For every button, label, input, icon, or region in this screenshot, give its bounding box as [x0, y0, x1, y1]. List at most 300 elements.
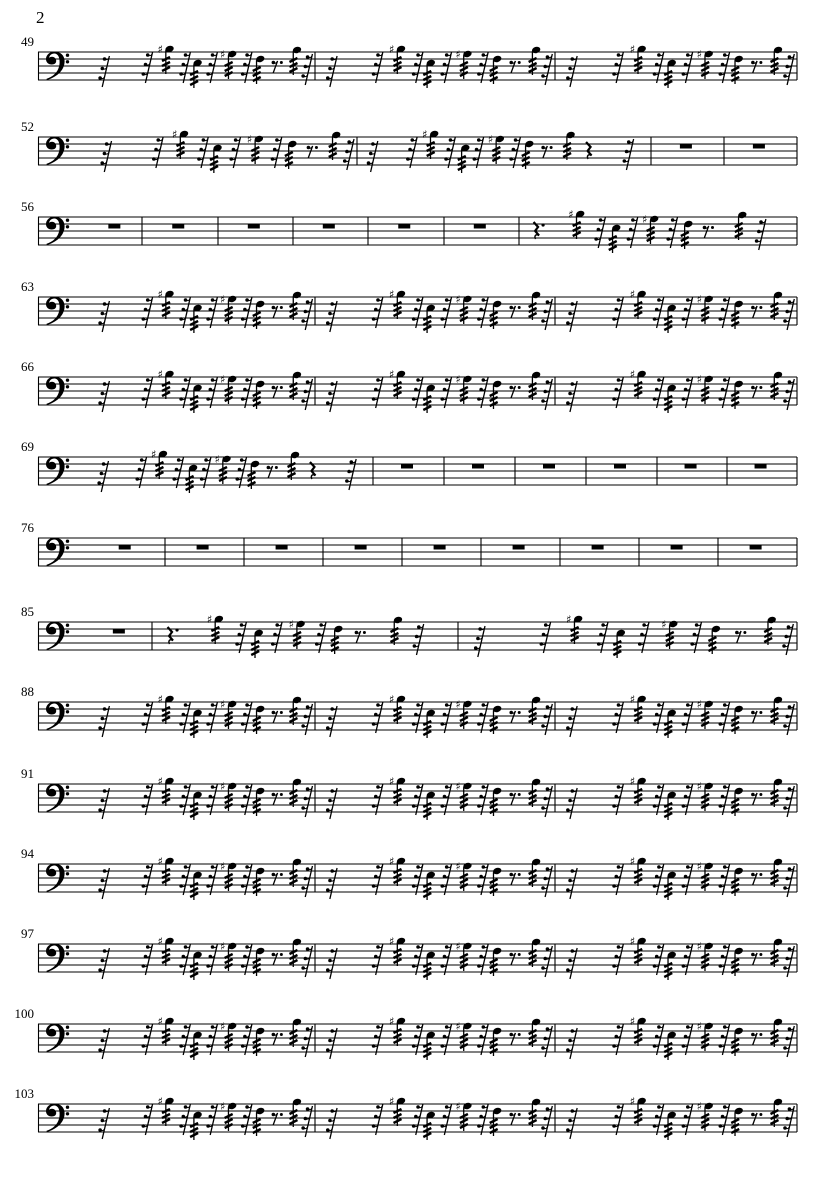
sharp-accidental: ♯: [214, 452, 220, 466]
rest-8th-dotted-icon: [272, 61, 283, 73]
rest-32nd-icon: [200, 457, 211, 488]
rest-32nd-icon: [612, 864, 623, 895]
measure-number: 76: [21, 520, 34, 535]
sharp-accidental: ♯: [661, 617, 667, 631]
staff-system: [0, 1088, 835, 1152]
sharp-accidental: ♯: [389, 367, 395, 381]
rest-32nd-icon: [612, 377, 623, 408]
rest-whole-icon: [513, 546, 525, 550]
note-glyph: [697, 48, 714, 79]
sharp-accidental: ♯: [389, 42, 395, 56]
note-glyph: [630, 43, 647, 74]
rest-32nd-icon: [172, 457, 183, 488]
rest-32nd-icon: [594, 217, 605, 248]
note-glyph: [697, 1100, 714, 1131]
note-glyph: [563, 131, 576, 160]
rest-32nd-icon: [612, 784, 623, 815]
rest-whole-icon: [750, 546, 762, 550]
sharp-accidental: ♯: [389, 1094, 395, 1108]
rest-whole-icon: [323, 225, 335, 229]
note-glyph: [529, 46, 542, 75]
rest-32nd-icon: [566, 1108, 577, 1139]
rest-32nd-icon: [98, 1028, 109, 1059]
rest-32nd-icon: [440, 1024, 451, 1055]
note-glyph: [630, 288, 647, 319]
measure-number: 88: [21, 684, 34, 699]
rest-32nd-icon: [412, 702, 423, 733]
rest-32nd-icon: [142, 864, 153, 895]
sharp-accidental: ♯: [220, 779, 226, 793]
rest-32nd-icon: [690, 622, 701, 653]
note-glyph: [172, 128, 189, 159]
rest-8th-dotted-icon: [751, 953, 762, 965]
rest-whole-icon: [755, 465, 767, 469]
rest-32nd-icon: [653, 1024, 664, 1055]
rest-32nd-icon: [326, 788, 337, 819]
rest-32nd-icon: [440, 944, 451, 975]
sharp-accidental: ♯: [220, 697, 226, 711]
sharp-accidental: ♯: [220, 859, 226, 873]
rest-32nd-icon: [142, 1024, 153, 1055]
rest-32nd-icon: [719, 1024, 730, 1055]
rest-8th-dotted-icon: [509, 306, 520, 318]
rest-32nd-icon: [241, 1024, 252, 1055]
note-glyph: [389, 1015, 406, 1046]
rest-32nd-icon: [98, 56, 109, 87]
rest-quarter-dotted-icon: [168, 627, 179, 644]
sharp-accidental: ♯: [157, 287, 163, 301]
rest-8th-dotted-icon: [751, 306, 762, 318]
rest-whole-icon: [543, 465, 555, 469]
rest-32nd-icon: [271, 622, 282, 653]
note-glyph: [389, 693, 406, 724]
rest-whole-icon: [592, 546, 604, 550]
rest-32nd-icon: [241, 377, 252, 408]
rest-32nd-icon: [627, 217, 638, 248]
note-glyph: [389, 775, 406, 806]
rest-32nd-icon: [179, 784, 190, 815]
note-glyph: [289, 618, 306, 649]
note-glyph: [529, 371, 542, 400]
measure-number: 97: [21, 926, 34, 941]
rest-32nd-icon: [152, 137, 163, 168]
rest-32nd-icon: [682, 1024, 693, 1055]
rest-32nd-icon: [477, 377, 488, 408]
rest-quarter-icon: [310, 462, 316, 479]
rest-32nd-icon: [241, 702, 252, 733]
note-glyph: [422, 128, 439, 159]
sharp-accidental: ♯: [696, 779, 703, 793]
rest-32nd-icon: [653, 1104, 664, 1135]
note-glyph: [389, 855, 406, 886]
note-glyph: [770, 778, 783, 807]
rest-32nd-icon: [412, 377, 423, 408]
rest-32nd-icon: [372, 702, 383, 733]
note-glyph: [389, 368, 406, 399]
rest-whole-icon: [671, 546, 683, 550]
sharp-accidental: ♯: [422, 127, 428, 141]
rest-8th-dotted-icon: [541, 146, 552, 158]
rest-32nd-icon: [566, 56, 577, 87]
note-glyph: [158, 288, 175, 319]
note-glyph: [220, 1020, 237, 1051]
rest-8th-dotted-icon: [751, 61, 762, 73]
rest-32nd-icon: [142, 944, 153, 975]
rest-whole-icon: [172, 225, 184, 229]
rest-32nd-icon: [682, 52, 693, 83]
note-glyph: [220, 1100, 237, 1131]
rest-32nd-icon: [326, 1108, 337, 1139]
sharp-accidental: ♯: [566, 612, 572, 626]
sharp-accidental: ♯: [455, 1099, 461, 1113]
rest-8th-dotted-icon: [509, 1033, 520, 1045]
sharp-accidental: ♯: [629, 692, 636, 706]
sharp-accidental: ♯: [157, 42, 163, 56]
sharp-accidental: ♯: [455, 1019, 461, 1033]
rest-32nd-icon: [682, 944, 693, 975]
sharp-accidental: ♯: [629, 42, 636, 56]
note-glyph: [158, 1015, 175, 1046]
rest-whole-icon: [108, 225, 120, 229]
rest-32nd-icon: [653, 297, 664, 328]
rest-32nd-icon: [372, 784, 383, 815]
rest-32nd-icon: [206, 297, 217, 328]
note-glyph: [455, 48, 472, 79]
note-glyph: [529, 778, 542, 807]
rest-32nd-icon: [142, 52, 153, 83]
rest-32nd-icon: [235, 457, 246, 488]
sharp-accidental: ♯: [696, 859, 703, 873]
note-glyph: [770, 46, 783, 75]
rest-32nd-icon: [372, 377, 383, 408]
rest-32nd-icon: [566, 1028, 577, 1059]
note-glyph: [289, 1018, 302, 1047]
rest-32nd-icon: [412, 944, 423, 975]
note-glyph: [220, 373, 237, 404]
sharp-accidental: ♯: [696, 697, 703, 711]
rest-8th-dotted-icon: [307, 146, 318, 158]
staff-system: [0, 36, 835, 100]
rest-32nd-icon: [206, 377, 217, 408]
note-glyph: [764, 616, 777, 645]
rest-32nd-icon: [98, 1108, 109, 1139]
rest-32nd-icon: [682, 377, 693, 408]
measure-number: 56: [21, 199, 34, 214]
sharp-accidental: ♯: [157, 1014, 163, 1028]
rest-32nd-icon: [540, 622, 551, 653]
rest-32nd-icon: [597, 622, 608, 653]
measure-number: 91: [21, 766, 34, 781]
sharp-accidental: ♯: [220, 1019, 226, 1033]
note-glyph: [389, 43, 406, 74]
rest-32nd-icon: [719, 944, 730, 975]
rest-32nd-icon: [98, 706, 109, 737]
rest-32nd-icon: [206, 52, 217, 83]
rest-quarter-dotted-icon: [534, 222, 545, 239]
measure-number: 49: [21, 34, 34, 49]
rest-32nd-icon: [142, 297, 153, 328]
sharp-accidental: ♯: [455, 859, 461, 873]
note-glyph: [455, 293, 472, 324]
rest-32nd-icon: [612, 702, 623, 733]
staff-system: [0, 928, 835, 992]
rest-32nd-icon: [444, 137, 455, 168]
note-glyph: [289, 371, 302, 400]
rest-32nd-icon: [653, 864, 664, 895]
note-glyph: [697, 780, 714, 811]
staff-system: [0, 361, 835, 425]
note-glyph: [630, 855, 647, 886]
rest-32nd-icon: [719, 52, 730, 83]
rest-32nd-icon: [100, 141, 111, 172]
rest-32nd-icon: [719, 297, 730, 328]
rest-8th-dotted-icon: [272, 793, 283, 805]
sharp-accidental: ♯: [389, 854, 395, 868]
rest-32nd-icon: [566, 948, 577, 979]
note-glyph: [455, 1100, 472, 1131]
rest-32nd-icon: [98, 868, 109, 899]
sharp-accidental: ♯: [568, 207, 574, 221]
staff-system: [0, 1008, 835, 1072]
measure-number: 63: [21, 279, 34, 294]
note-glyph: [697, 860, 714, 891]
sharp-accidental: ♯: [455, 47, 461, 61]
rest-32nd-icon: [98, 301, 109, 332]
rest-32nd-icon: [206, 1024, 217, 1055]
note-glyph: [630, 1015, 647, 1046]
sharp-accidental: ♯: [696, 372, 703, 386]
rest-32nd-icon: [179, 297, 190, 328]
rest-whole-icon: [276, 546, 288, 550]
rest-32nd-icon: [612, 52, 623, 83]
note-glyph: [529, 291, 542, 320]
rest-32nd-icon: [566, 381, 577, 412]
rest-32nd-icon: [440, 1104, 451, 1135]
note-glyph: [566, 613, 583, 644]
rest-8th-dotted-icon: [267, 466, 278, 478]
note-glyph: [770, 938, 783, 967]
note-glyph: [215, 453, 232, 484]
note-glyph: [220, 48, 237, 79]
note-glyph: [220, 293, 237, 324]
note-glyph: [770, 858, 783, 887]
note-glyph: [770, 1098, 783, 1127]
rest-32nd-icon: [412, 52, 423, 83]
rest-32nd-icon: [372, 52, 383, 83]
note-glyph: [158, 693, 175, 724]
sharp-accidental: ♯: [629, 287, 636, 301]
sharp-accidental: ♯: [389, 287, 395, 301]
rest-32nd-icon: [682, 864, 693, 895]
sharp-accidental: ♯: [389, 934, 395, 948]
rest-8th-dotted-icon: [272, 953, 283, 965]
measure-number: 52: [21, 119, 34, 134]
staff-system: [0, 686, 835, 750]
note-glyph: [289, 46, 302, 75]
rest-32nd-icon: [719, 377, 730, 408]
rest-32nd-icon: [326, 948, 337, 979]
rest-32nd-icon: [179, 944, 190, 975]
rest-8th-dotted-icon: [509, 1113, 520, 1125]
sharp-accidental: ♯: [455, 292, 461, 306]
rest-32nd-icon: [719, 1104, 730, 1135]
rest-32nd-icon: [612, 297, 623, 328]
sharp-accidental: ♯: [220, 47, 226, 61]
note-glyph: [389, 935, 406, 966]
note-glyph: [390, 616, 403, 645]
note-glyph: [529, 696, 542, 725]
rest-32nd-icon: [372, 1104, 383, 1135]
sharp-accidental: ♯: [696, 939, 703, 953]
note-glyph: [770, 371, 783, 400]
rest-8th-dotted-icon: [735, 631, 746, 643]
rest-8th-dotted-icon: [272, 306, 283, 318]
rest-8th-dotted-icon: [751, 793, 762, 805]
sharp-accidental: ♯: [220, 372, 226, 386]
note-glyph: [247, 133, 264, 164]
note-glyph: [488, 133, 505, 164]
rest-32nd-icon: [326, 706, 337, 737]
rest-32nd-icon: [412, 864, 423, 895]
rest-32nd-icon: [326, 381, 337, 412]
note-glyph: [697, 940, 714, 971]
rest-8th-dotted-icon: [703, 226, 714, 238]
note-glyph: [455, 373, 472, 404]
rest-8th-dotted-icon: [751, 386, 762, 398]
note-glyph: [630, 693, 647, 724]
note-glyph: [389, 1095, 406, 1126]
rest-32nd-icon: [477, 944, 488, 975]
sharp-accidental: ♯: [389, 692, 395, 706]
rest-32nd-icon: [179, 1024, 190, 1055]
rest-32nd-icon: [372, 864, 383, 895]
rest-32nd-icon: [682, 784, 693, 815]
rest-32nd-icon: [440, 784, 451, 815]
measure-number: 85: [21, 604, 34, 619]
rest-32nd-icon: [566, 301, 577, 332]
rest-32nd-icon: [241, 297, 252, 328]
rest-32nd-icon: [142, 784, 153, 815]
note-glyph: [630, 775, 647, 806]
measure-number: 103: [14, 1086, 34, 1101]
staff-system: [0, 281, 835, 345]
sharp-accidental: ♯: [220, 292, 226, 306]
rest-whole-icon: [614, 465, 626, 469]
staff-system: [0, 768, 835, 832]
rest-32nd-icon: [179, 864, 190, 895]
rest-32nd-icon: [566, 706, 577, 737]
sharp-accidental: ♯: [157, 1094, 163, 1108]
note-glyph: [697, 698, 714, 729]
rest-32nd-icon: [440, 52, 451, 83]
rest-32nd-icon: [473, 137, 484, 168]
note-glyph: [529, 858, 542, 887]
sharp-accidental: ♯: [150, 447, 157, 461]
rest-32nd-icon: [179, 377, 190, 408]
rest-32nd-icon: [719, 702, 730, 733]
staff-system: [0, 522, 835, 586]
note-glyph: [289, 778, 302, 807]
note-glyph: [735, 211, 748, 240]
rest-32nd-icon: [477, 52, 488, 83]
rest-8th-dotted-icon: [751, 1033, 762, 1045]
rest-whole-icon: [680, 145, 692, 149]
rest-32nd-icon: [98, 948, 109, 979]
sharp-accidental: ♯: [629, 367, 636, 381]
note-glyph: [329, 131, 342, 160]
note-glyph: [770, 696, 783, 725]
sharp-accidental: ♯: [389, 1014, 395, 1028]
rest-whole-icon: [434, 546, 446, 550]
note-glyph: [529, 1018, 542, 1047]
rest-quarter-icon: [586, 142, 592, 159]
page-number: 2: [36, 8, 45, 27]
rest-32nd-icon: [477, 297, 488, 328]
note-glyph: [630, 935, 647, 966]
note-glyph: [220, 698, 237, 729]
note-glyph: [455, 860, 472, 891]
rest-whole-icon: [119, 546, 131, 550]
rest-8th-dotted-icon: [509, 953, 520, 965]
rest-32nd-icon: [477, 864, 488, 895]
sharp-accidental: ♯: [455, 779, 461, 793]
rest-32nd-icon: [179, 1104, 190, 1135]
rest-32nd-icon: [477, 702, 488, 733]
note-glyph: [158, 775, 175, 806]
staff-system: [0, 848, 835, 912]
rest-32nd-icon: [271, 137, 282, 168]
rest-32nd-icon: [206, 944, 217, 975]
sharp-accidental: ♯: [220, 1099, 226, 1113]
note-glyph: [158, 1095, 175, 1126]
sharp-accidental: ♯: [246, 132, 253, 146]
staff-system: [0, 606, 835, 670]
note-glyph: [289, 858, 302, 887]
staff-system: [0, 201, 835, 265]
note-glyph: [288, 451, 301, 480]
rest-32nd-icon: [206, 864, 217, 895]
rest-8th-dotted-icon: [272, 873, 283, 885]
sharp-accidental: ♯: [629, 774, 636, 788]
note-glyph: [151, 448, 168, 479]
note-glyph: [697, 373, 714, 404]
note-glyph: [568, 208, 585, 239]
sharp-accidental: ♯: [206, 612, 213, 626]
rest-32nd-icon: [367, 141, 378, 172]
rest-32nd-icon: [241, 864, 252, 895]
rest-whole-icon: [474, 225, 486, 229]
note-glyph: [529, 938, 542, 967]
sharp-accidental: ♯: [157, 854, 163, 868]
rest-32nd-icon: [326, 301, 337, 332]
note-glyph: [389, 288, 406, 319]
sharp-accidental: ♯: [455, 372, 461, 386]
rest-32nd-icon: [474, 626, 485, 657]
rest-32nd-icon: [241, 944, 252, 975]
note-glyph: [455, 940, 472, 971]
sharp-accidental: ♯: [389, 774, 395, 788]
note-glyph: [207, 613, 224, 644]
sharp-accidental: ♯: [629, 854, 636, 868]
sharp-accidental: ♯: [629, 1094, 636, 1108]
rest-32nd-icon: [440, 377, 451, 408]
note-glyph: [289, 696, 302, 725]
note-glyph: [697, 293, 714, 324]
rest-8th-dotted-icon: [751, 1113, 762, 1125]
note-glyph: [158, 935, 175, 966]
sharp-accidental: ♯: [629, 1014, 636, 1028]
rest-32nd-icon: [98, 788, 109, 819]
